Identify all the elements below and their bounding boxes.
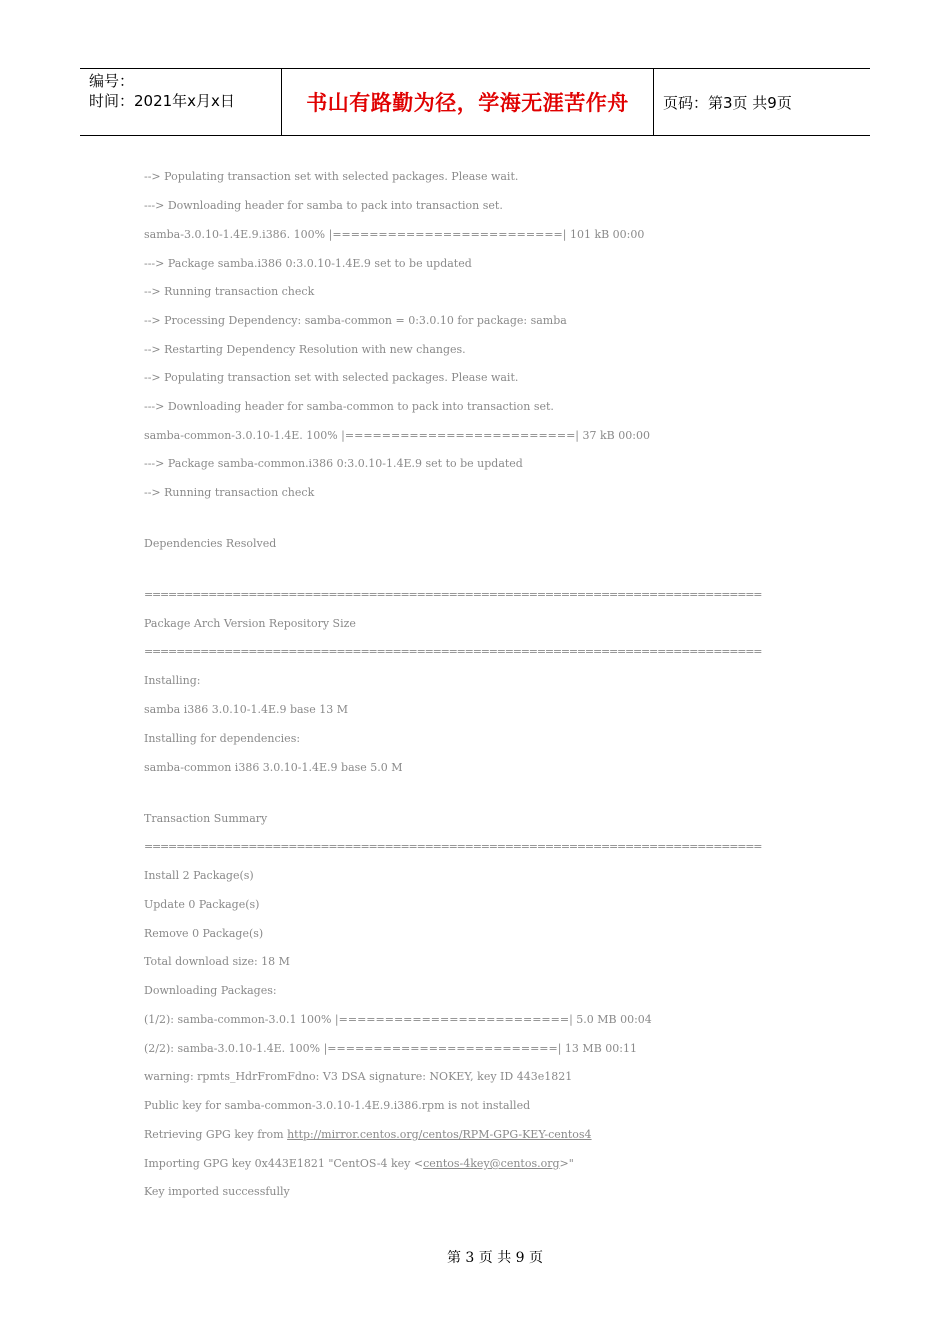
output-line: Update 0 Package(s) bbox=[144, 898, 260, 911]
output-line: Downloading Packages: bbox=[144, 984, 277, 997]
gpg-key-link[interactable]: http://mirror.centos.org/centos/RPM-GPG-KEY-centos4 bbox=[287, 1128, 592, 1141]
output-line: --> Running transaction check bbox=[144, 486, 315, 499]
gpg-retrieve-line bbox=[144, 1128, 592, 1142]
output-line: ---> Downloading header for samba-common to pack into transaction set. bbox=[144, 400, 554, 413]
output-line: --> Populating transaction set with selected packages. Please wait. bbox=[144, 170, 519, 183]
page-header bbox=[80, 68, 870, 136]
output-line: Transaction Summary bbox=[144, 812, 268, 825]
output-line: Installing for dependencies: bbox=[144, 732, 301, 745]
output-line: Total download size: 18 M bbox=[144, 955, 290, 968]
output-line: Install 2 Package(s) bbox=[144, 869, 254, 882]
header-meta bbox=[80, 69, 281, 135]
output-line: (1/2): samba-common-3.0.1 100% |=========================| 5.0 MB 00:04 bbox=[144, 1013, 652, 1026]
separator-line: ============================================================================= bbox=[144, 840, 762, 853]
separator-line: ============================================================================= bbox=[144, 588, 762, 601]
output-line: --> Restarting Dependency Resolution with new changes. bbox=[144, 343, 466, 356]
header-page-cell bbox=[654, 69, 870, 135]
page-footer: 第 3 页 共 9 页 bbox=[446, 1250, 544, 1266]
output-line: Public key for samba-common-3.0.10-1.4E.9.i386.rpm is not installed bbox=[144, 1099, 531, 1112]
gpg-import-suffix: >" bbox=[559, 1157, 574, 1170]
output-line: Dependencies Resolved bbox=[144, 537, 277, 550]
output-line: samba-3.0.10-1.4E.9.i386. 100% |=========================| 101 kB 00:00 bbox=[144, 228, 645, 241]
motto: 书山有路勤为径，学海无涯苦作舟 bbox=[306, 91, 629, 115]
output-line: samba-common-3.0.10-1.4E. 100% |=========================| 37 kB 00:00 bbox=[144, 429, 650, 442]
page-code: 页码：第3页 共9页 bbox=[663, 93, 792, 112]
output-line: ---> Downloading header for samba to pack into transaction set. bbox=[144, 199, 503, 212]
output-line: (2/2): samba-3.0.10-1.4E. 100% |=========================| 13 MB 00:11 bbox=[144, 1042, 637, 1055]
output-line: Installing: bbox=[144, 674, 201, 687]
output-line: ---> Package samba-common.i386 0:3.0.10-1.4E.9 set to be updated bbox=[144, 457, 523, 470]
output-line: Key imported successfully bbox=[144, 1185, 290, 1198]
output-line: --> Populating transaction set with selected packages. Please wait. bbox=[144, 371, 519, 384]
header-motto-cell bbox=[281, 69, 654, 135]
gpg-import-line bbox=[144, 1157, 574, 1171]
output-line: warning: rpmts_HdrFromFdno: V3 DSA signature: NOKEY, key ID 443e1821 bbox=[144, 1070, 573, 1083]
output-line: ---> Package samba.i386 0:3.0.10-1.4E.9 set to be updated bbox=[144, 257, 472, 270]
output-line: samba-common i386 3.0.10-1.4E.9 base 5.0 M bbox=[144, 761, 403, 774]
output-line: --> Running transaction check bbox=[144, 285, 315, 298]
gpg-retrieve-prefix: Retrieving GPG key from bbox=[144, 1128, 288, 1141]
email-link[interactable]: centos-4key@centos.org bbox=[423, 1157, 560, 1170]
date-label: 时间：2021年x月x日 bbox=[89, 92, 235, 110]
output-line: Remove 0 Package(s) bbox=[144, 927, 264, 940]
separator-line: ============================================================================= bbox=[144, 645, 762, 658]
output-line: --> Processing Dependency: samba-common = 0:3.0.10 for package: samba bbox=[144, 314, 567, 327]
gpg-import-prefix: Importing GPG key 0x443E1821 "CentOS-4 key < bbox=[144, 1157, 424, 1170]
output-line: samba i386 3.0.10-1.4E.9 base 13 M bbox=[144, 703, 348, 716]
number-label: 编号： bbox=[89, 72, 135, 90]
output-line: Package Arch Version Repository Size bbox=[144, 617, 356, 630]
